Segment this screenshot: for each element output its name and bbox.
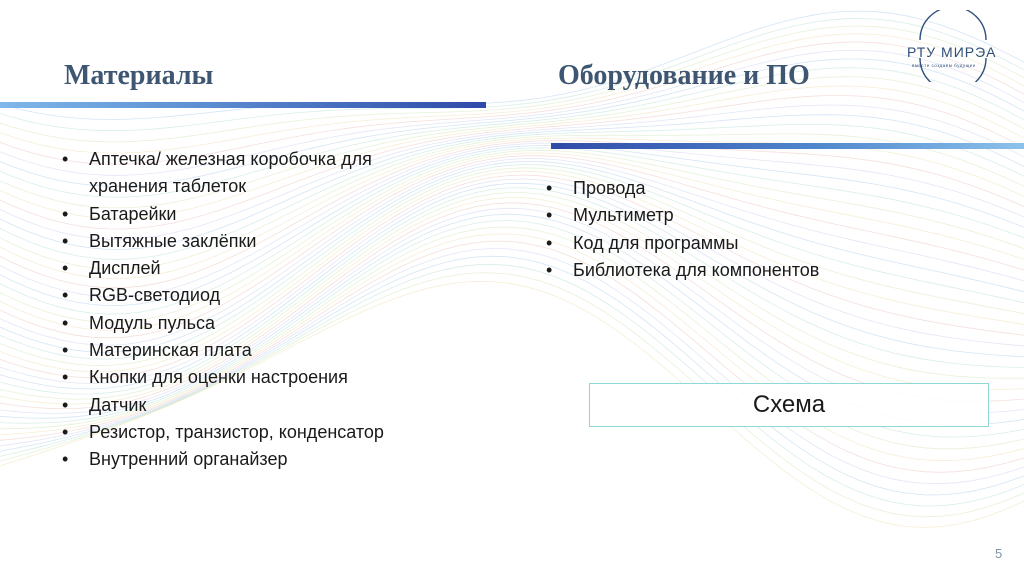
equipment-divider: [551, 143, 1024, 149]
list-item: [62, 282, 442, 309]
bullet-icon: •: [62, 449, 69, 470]
logo-tagline: вместе создаём будущее: [912, 63, 976, 68]
list-item: [62, 364, 442, 391]
list-item-text: Кнопки для оценки настроения: [89, 367, 348, 388]
list-item-text: RGB-светодиод: [89, 285, 221, 306]
bullet-icon: •: [62, 258, 69, 279]
bullet-icon: •: [546, 178, 553, 198]
page-number: 5: [995, 546, 1003, 561]
bullet-icon: •: [62, 394, 69, 415]
logo-text: РТУ МИРЭА: [907, 44, 997, 60]
list-item-text: Материнская плата: [89, 340, 252, 361]
materials-divider: [0, 102, 486, 108]
list-item: [62, 201, 442, 228]
list-item: [62, 310, 442, 337]
list-item: [62, 419, 442, 446]
list-item-text: Мультиметр: [573, 205, 674, 226]
list-item: [62, 228, 442, 255]
materials-heading: Материалы: [64, 60, 214, 91]
bullet-icon: •: [62, 421, 69, 442]
list-item: [62, 255, 442, 282]
bullet-icon: •: [546, 232, 553, 253]
list-item: [62, 392, 442, 419]
bullet-icon: •: [62, 312, 69, 333]
list-item-text: Модуль пульса: [89, 312, 216, 333]
bullet-icon: •: [62, 230, 69, 251]
list-item-text: Провода: [573, 178, 646, 198]
bullet-icon: •: [62, 203, 69, 224]
list-item-text: Резистор, транзистор, конденсатор: [89, 421, 384, 442]
list-item-text: Датчик: [89, 394, 147, 415]
list-item: [546, 230, 906, 257]
list-item: [62, 446, 442, 473]
list-item-text: Вытяжные заклёпки: [89, 230, 257, 251]
list-item: [546, 175, 906, 202]
list-item-text: Код для программы: [573, 232, 739, 253]
bullet-icon: •: [546, 205, 553, 226]
bullet-icon: •: [546, 259, 553, 280]
materials-list: [62, 146, 442, 474]
list-item: [546, 202, 906, 229]
list-item-text: Дисплей: [89, 258, 161, 279]
list-item-text: Внутренний органайзер: [89, 449, 288, 470]
bullet-icon: •: [62, 285, 69, 306]
list-item: [62, 337, 442, 364]
equipment-heading: Оборудование и ПО: [558, 60, 810, 91]
bullet-icon: •: [62, 149, 69, 169]
list-item-text: Батарейки: [89, 203, 177, 224]
list-item-text: Аптечка/ железная коробочка для хранения таблеток: [89, 149, 372, 197]
equipment-list: [546, 175, 906, 284]
list-item: [546, 257, 906, 284]
bullet-icon: •: [62, 367, 69, 388]
list-item-text: Библиотека для компонентов: [573, 259, 820, 280]
bullet-icon: •: [62, 340, 69, 361]
list-item: [62, 146, 442, 201]
schema-button[interactable]: Схема: [589, 383, 989, 427]
